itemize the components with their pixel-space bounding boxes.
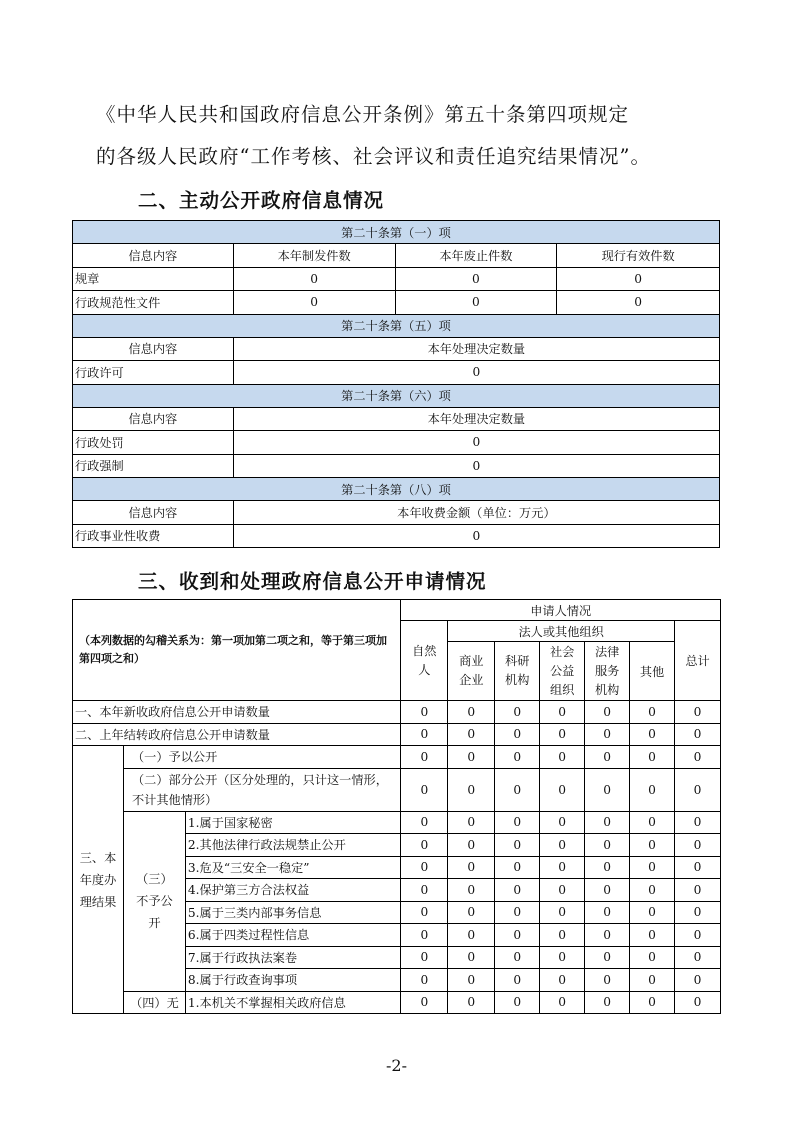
- value-cell: 0: [540, 768, 585, 811]
- value-cell: 0: [448, 856, 495, 879]
- value-cell: 0: [630, 701, 675, 724]
- col-natural-label: 自然人: [412, 643, 437, 677]
- value-cell: 0: [495, 768, 540, 811]
- value-cell: 0: [395, 291, 557, 315]
- page-number: -2-: [386, 1056, 407, 1075]
- value-cell: 0: [540, 723, 585, 746]
- value-cell: 0: [540, 879, 585, 902]
- value-cell: 0: [675, 901, 721, 924]
- value-cell: 0: [448, 746, 495, 769]
- table-row: [73, 701, 721, 724]
- value-cell: 0: [448, 834, 495, 857]
- value-cell: 0: [448, 768, 495, 811]
- value-cell: 0: [495, 746, 540, 769]
- table-row: [73, 291, 720, 315]
- value-cell: 0: [557, 291, 720, 315]
- header-row: [73, 501, 720, 525]
- section-title: 第二十条第（一）项: [73, 221, 720, 244]
- value-cell: 0: [540, 969, 585, 992]
- row-label: 二、上年结转政府信息公开申请数量: [73, 723, 401, 746]
- value-cell: 0: [495, 879, 540, 902]
- value-cell: 0: [233, 524, 719, 548]
- value-cell: 0: [585, 811, 630, 834]
- value-cell: 0: [585, 946, 630, 969]
- section-title: 第二十条第（八）项: [73, 478, 720, 501]
- value-cell: 0: [495, 811, 540, 834]
- value-cell: 0: [585, 856, 630, 879]
- value-cell: 0: [585, 768, 630, 811]
- value-cell: 0: [448, 901, 495, 924]
- table-row: [73, 811, 721, 834]
- value-cell: 0: [540, 834, 585, 857]
- value-cell: 0: [675, 746, 721, 769]
- row-label: 行政规范性文件: [73, 291, 234, 315]
- row-label: 行政事业性收费: [73, 524, 234, 548]
- value-cell: 0: [233, 291, 395, 315]
- value-cell: 0: [495, 969, 540, 992]
- column-header: 信息内容: [73, 407, 234, 431]
- value-cell: 0: [675, 946, 721, 969]
- col-other: 其他: [630, 642, 675, 701]
- header-row: [73, 407, 720, 431]
- col-social: [540, 642, 585, 701]
- value-cell: 0: [585, 879, 630, 902]
- value-cell: 0: [630, 991, 675, 1014]
- value-cell: 0: [401, 946, 448, 969]
- value-cell: 0: [630, 723, 675, 746]
- value-cell: 0: [540, 946, 585, 969]
- value-cell: 0: [401, 879, 448, 902]
- table-row: [73, 768, 721, 811]
- value-cell: 0: [585, 723, 630, 746]
- row-label: 2.其他法律行政法规禁止公开: [185, 834, 400, 857]
- value-cell: 0: [495, 856, 540, 879]
- value-cell: 0: [540, 991, 585, 1014]
- value-cell: 0: [448, 701, 495, 724]
- col-research-label: 科研机构: [505, 654, 530, 687]
- article-6-title-row: [73, 384, 720, 407]
- value-cell: 0: [585, 746, 630, 769]
- value-cell: 0: [675, 991, 721, 1014]
- column-header: 本年制发件数: [233, 244, 395, 268]
- value-cell: 0: [630, 946, 675, 969]
- table-row: [73, 723, 721, 746]
- header-row: [73, 244, 720, 268]
- value-cell: 0: [675, 924, 721, 947]
- value-cell: 0: [401, 811, 448, 834]
- value-cell: 0: [675, 723, 721, 746]
- none-group-label: （四）无: [123, 991, 185, 1014]
- value-cell: 0: [630, 811, 675, 834]
- table-row: [73, 524, 720, 548]
- column-header: 现行有效件数: [557, 244, 720, 268]
- intro-line-1: 《中华人民共和国政府信息公开条例》第五十条第四项规定: [96, 103, 630, 126]
- table-row: [73, 746, 721, 769]
- col-research: [495, 642, 540, 701]
- value-cell: 0: [630, 924, 675, 947]
- col-biz-label: 商业企业: [459, 654, 484, 687]
- value-cell: 0: [448, 879, 495, 902]
- value-cell: 0: [233, 454, 719, 478]
- value-cell: 0: [448, 946, 495, 969]
- column-header: 信息内容: [73, 337, 234, 361]
- value-cell: 0: [675, 768, 721, 811]
- value-cell: 0: [585, 834, 630, 857]
- intro-line-2: 的各级人民政府“工作考核、社会评议和责任追究结果情况”。: [96, 145, 651, 168]
- value-cell: 0: [585, 901, 630, 924]
- value-cell: 0: [540, 924, 585, 947]
- value-cell: 0: [675, 969, 721, 992]
- value-cell: 0: [448, 924, 495, 947]
- value-cell: 0: [401, 746, 448, 769]
- table-row: [73, 267, 720, 291]
- row-label: 行政强制: [73, 454, 234, 478]
- row-label: 1.本机关不掌握相关政府信息: [185, 991, 400, 1014]
- col-social-label: 社会公益组织: [549, 644, 575, 697]
- article-5-title-row: [73, 314, 720, 337]
- balance-note: （本列数据的勾稽关系为：第一项加第二项之和，等于第三项加第四项之和）: [73, 600, 401, 701]
- value-cell: 0: [540, 701, 585, 724]
- value-cell: 0: [585, 924, 630, 947]
- column-header: 信息内容: [73, 501, 234, 525]
- application-handling-table: [72, 599, 721, 1014]
- value-cell: 0: [495, 834, 540, 857]
- value-cell: 0: [233, 267, 395, 291]
- value-cell: 0: [540, 811, 585, 834]
- value-cell: 0: [630, 834, 675, 857]
- value-cell: 0: [675, 701, 721, 724]
- table-row: [73, 454, 720, 478]
- article-8-title-row: [73, 478, 720, 501]
- value-cell: 0: [585, 701, 630, 724]
- col-natural: [401, 621, 448, 701]
- header-row-1: [73, 600, 721, 621]
- table-row: [73, 431, 720, 455]
- value-cell: 0: [495, 901, 540, 924]
- row-label: （二）部分公开（区分处理的，只计这一情形，不计其他情形）: [123, 768, 400, 811]
- row-label: 1.属于国家秘密: [185, 811, 400, 834]
- value-cell: 0: [401, 723, 448, 746]
- table-row: [73, 361, 720, 385]
- applicant-header: 申请人情况: [401, 600, 721, 621]
- col-legal-service: [585, 642, 630, 701]
- row-label: 8.属于行政查询事项: [185, 969, 400, 992]
- row-label: 行政许可: [73, 361, 234, 385]
- value-cell: 0: [495, 991, 540, 1014]
- section-3-heading: 三、收到和处理政府信息公开申请情况: [138, 570, 487, 593]
- header-row: [73, 337, 720, 361]
- value-cell: 0: [395, 267, 557, 291]
- table-row: [73, 991, 721, 1014]
- value-cell: 0: [401, 856, 448, 879]
- value-cell: 0: [540, 746, 585, 769]
- col-total: 总计: [675, 621, 721, 701]
- value-cell: 0: [540, 901, 585, 924]
- section-title: 第二十条第（六）项: [73, 384, 720, 407]
- value-cell: 0: [675, 856, 721, 879]
- value-cell: 0: [448, 991, 495, 1014]
- value-cell: 0: [630, 746, 675, 769]
- value-cell: 0: [675, 879, 721, 902]
- article-1-title-row: [73, 221, 720, 244]
- column-header: 本年收费金额（单位：万元）: [233, 501, 719, 525]
- value-cell: 0: [233, 431, 719, 455]
- value-cell: 0: [448, 811, 495, 834]
- value-cell: 0: [495, 723, 540, 746]
- col-legal-service-label: 法律服务机构: [594, 644, 620, 697]
- row-label: 一、本年新收政府信息公开申请数量: [73, 701, 401, 724]
- value-cell: 0: [630, 901, 675, 924]
- value-cell: 0: [401, 969, 448, 992]
- column-header: 信息内容: [73, 244, 234, 268]
- row-label: （一）予以公开: [123, 746, 400, 769]
- value-cell: 0: [495, 924, 540, 947]
- value-cell: 0: [675, 834, 721, 857]
- value-cell: 0: [585, 969, 630, 992]
- value-cell: 0: [540, 856, 585, 879]
- row-label: 规章: [73, 267, 234, 291]
- section-2-heading: 二、主动公开政府信息情况: [138, 189, 385, 212]
- value-cell: 0: [401, 701, 448, 724]
- column-header: 本年处理决定数量: [233, 407, 719, 431]
- value-cell: 0: [675, 811, 721, 834]
- result-group-label: [73, 746, 124, 1014]
- value-cell: 0: [557, 267, 720, 291]
- legal-group-header: 法人或其他组织: [448, 621, 675, 642]
- value-cell: 0: [401, 924, 448, 947]
- value-cell: 0: [233, 361, 719, 385]
- col-biz: [448, 642, 495, 701]
- value-cell: 0: [448, 723, 495, 746]
- value-cell: 0: [401, 834, 448, 857]
- value-cell: 0: [401, 768, 448, 811]
- not-open-group-label: [123, 811, 185, 991]
- result-group-text: 三、本年度办理结果: [79, 850, 117, 909]
- section-title: 第二十条第（五）项: [73, 314, 720, 337]
- column-header: 本年处理决定数量: [233, 337, 719, 361]
- not-open-group-text: （三）不予公开: [136, 872, 173, 930]
- value-cell: 0: [401, 991, 448, 1014]
- row-label: 3.危及“三安全一稳定”: [185, 856, 400, 879]
- value-cell: 0: [630, 969, 675, 992]
- row-label: 7.属于行政执法案卷: [185, 946, 400, 969]
- row-label: 5.属于三类内部事务信息: [185, 901, 400, 924]
- value-cell: 0: [401, 901, 448, 924]
- value-cell: 0: [630, 768, 675, 811]
- row-label: 6.属于四类过程性信息: [185, 924, 400, 947]
- value-cell: 0: [630, 856, 675, 879]
- column-header: 本年废止件数: [395, 244, 557, 268]
- proactive-disclosure-table: [72, 220, 720, 548]
- value-cell: 0: [585, 991, 630, 1014]
- value-cell: 0: [630, 879, 675, 902]
- value-cell: 0: [495, 946, 540, 969]
- value-cell: 0: [495, 701, 540, 724]
- value-cell: 0: [448, 969, 495, 992]
- row-label: 行政处罚: [73, 431, 234, 455]
- row-label: 4.保护第三方合法权益: [185, 879, 400, 902]
